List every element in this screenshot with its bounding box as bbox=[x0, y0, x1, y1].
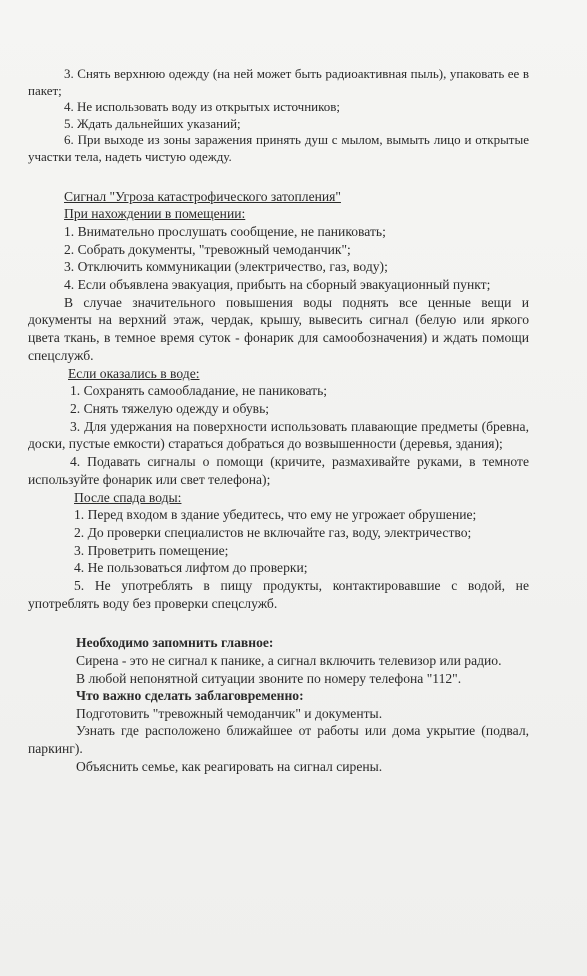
flood-section bbox=[28, 188, 529, 613]
flood-section-title: Сигнал "Угроза катастрофического затопления" bbox=[64, 188, 341, 204]
in-water-heading: Если оказались в воде: bbox=[68, 365, 200, 381]
after-item: 4. Не пользоваться лифтом до проверки; bbox=[74, 560, 308, 576]
indoor-heading: При нахождении в помещении: bbox=[64, 206, 246, 222]
after-heading: После спада воды: bbox=[74, 489, 182, 505]
in-water-item: 3. Для удержания на поверхности использовать плавающие предметы (бревна, доски, пустые емкости) стараться добраться до возвышенности (деревья, здания); bbox=[28, 418, 529, 452]
summary-section bbox=[28, 634, 529, 775]
prepare-item: Подготовить "тревожный чемоданчик" и документы. bbox=[76, 705, 383, 721]
remember-heading: Необходимо запомнить главное: bbox=[76, 635, 274, 651]
indoor-item: 2. Собрать документы, "тревожный чемоданчик"; bbox=[64, 241, 351, 257]
in-water-item: 1. Сохранять самообладание, не паниковать; bbox=[70, 383, 328, 399]
intro-item: 3. Снять верхнюю одежду (на ней может быть радиоактивная пыль), упаковать ее в пакет; bbox=[28, 66, 529, 98]
indoor-item: 1. Внимательно прослушать сообщение, не паниковать; bbox=[64, 223, 386, 239]
after-item: 1. Перед входом в здание убедитесь, что ему не угрожает обрушение; bbox=[74, 507, 477, 523]
indoor-item: 4. Если объявлена эвакуация, прибыть на сборный эвакуационный пункт; bbox=[64, 277, 491, 293]
intro-item: 6. При выходе из зоны заражения принять душ с мылом, вымыть лицо и открытые участки тела, надеть чистую одежду. bbox=[28, 132, 529, 164]
after-item: 5. Не употреблять в пищу продукты, контактировавшие с водой, не употреблять воду без проверки спецслужб. bbox=[28, 578, 529, 611]
prepare-item: Объяснить семье, как реагировать на сигнал сирены. bbox=[76, 758, 383, 774]
prepare-item: Узнать где расположено ближайшее от работы или дома укрытие (подвал, паркинг). bbox=[28, 723, 529, 756]
intro-item: 5. Ждать дальнейших указаний; bbox=[64, 115, 241, 131]
prepare-heading: Что важно сделать заблаговременно: bbox=[76, 688, 304, 704]
intro-item: 4. Не использовать воду из открытых источников; bbox=[64, 99, 341, 115]
intro-list bbox=[28, 66, 529, 166]
in-water-item: 2. Снять тяжелую одежду и обувь; bbox=[70, 401, 270, 416]
indoor-item: 3. Отключить коммуникации (электричество, газ, воду); bbox=[64, 259, 388, 275]
after-item: 3. Проветрить помещение; bbox=[74, 542, 229, 558]
siren-text: Сирена - это не сигнал к панике, а сигнал включить телевизор или радио. bbox=[76, 653, 502, 669]
high-water-paragraph: В случае значительного повышения воды поднять все ценные вещи и документы на верхний этаж, чердак, крышу, вывесить сигнал (белую или яркого цвета ткань, в темное время суток - фонарик для самообозначения) и ждать помощи спецслужб. bbox=[28, 294, 529, 363]
phone-text: В любой непонятной ситуации звоните по номеру телефона "112". bbox=[76, 670, 462, 686]
in-water-item: 4. Подавать сигналы о помощи (кричите, размахивайте руками, в темноте используйте фонарик или свет телефона); bbox=[28, 454, 529, 487]
after-item: 2. До проверки специалистов не включайте газ, воду, электричество; bbox=[74, 524, 472, 540]
